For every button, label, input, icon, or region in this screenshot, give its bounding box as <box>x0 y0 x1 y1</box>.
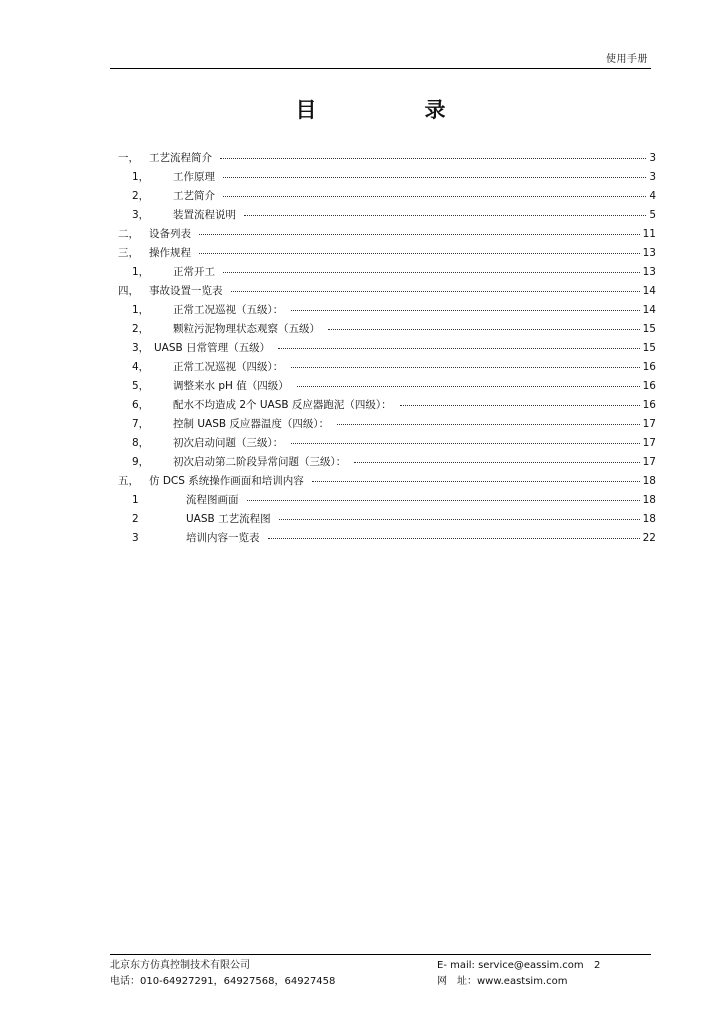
toc-entry-number: 2， <box>132 323 150 335</box>
toc-entry-number: 8， <box>132 437 150 449</box>
toc-entry-number: 3， <box>132 209 150 221</box>
toc-leader <box>354 461 639 463</box>
page-title <box>0 94 723 124</box>
footer-phone: 电话：010-64927291，64927568，64927458 <box>110 976 336 987</box>
toc-entry-title: 正常工况巡视（四级）： <box>173 361 284 373</box>
toc-entry-title: 工作原理 <box>173 171 215 183</box>
toc-entry-page: 14 <box>642 304 656 316</box>
toc-entry-page: 17 <box>642 456 656 468</box>
toc-entry-number: 二， <box>118 228 139 240</box>
toc-leader <box>278 347 640 349</box>
toc-entry[interactable] <box>118 492 656 511</box>
toc-entry-page: 15 <box>642 323 656 335</box>
toc-leader <box>291 366 639 368</box>
toc-entry-number: 4， <box>132 361 150 373</box>
toc-entry-page: 18 <box>642 494 656 506</box>
toc-entry-number: 3 <box>132 532 139 544</box>
toc-entry-number: 7， <box>132 418 150 430</box>
toc-entry-page: 18 <box>642 513 656 525</box>
header-label: 使用手册 <box>606 54 648 65</box>
toc-entry-title: 事故设置一览表 <box>149 285 223 297</box>
toc-leader <box>199 252 640 254</box>
title-char-right: 录 <box>424 98 446 122</box>
footer-email[interactable]: E- mail: service@eassim.com <box>437 960 584 971</box>
toc-leader <box>220 157 646 159</box>
toc-entry-title: 初次启动第二阶段异常问题（三级）： <box>173 456 347 468</box>
toc-entry[interactable] <box>118 245 656 264</box>
toc-leader <box>291 442 639 444</box>
toc-entry-page: 3 <box>649 152 656 164</box>
toc-entry[interactable] <box>118 416 656 435</box>
footer-contact <box>110 958 335 990</box>
toc-entry[interactable] <box>118 378 656 397</box>
toc-entry[interactable] <box>118 473 656 492</box>
toc-leader <box>400 404 640 406</box>
toc-entry-page: 14 <box>642 285 656 297</box>
toc-entry-page: 16 <box>642 361 656 373</box>
toc-entry[interactable] <box>118 359 656 378</box>
toc-leader <box>231 290 640 292</box>
toc-entry-number: 2 <box>132 513 139 525</box>
toc-leader <box>223 271 640 273</box>
toc-leader <box>312 480 640 482</box>
toc-entry-number: 1， <box>132 171 150 183</box>
toc-entry[interactable] <box>118 169 656 188</box>
toc-entry-number: 一， <box>118 152 139 164</box>
toc-entry-page: 16 <box>642 399 656 411</box>
footer-company: 北京东方仿真控制技术有限公司 <box>110 960 250 971</box>
toc-entry-page: 15 <box>642 342 656 354</box>
toc-leader <box>199 233 640 235</box>
toc-entry-page: 11 <box>642 228 656 240</box>
toc-entry-number: 6， <box>132 399 150 411</box>
toc-leader <box>223 176 646 178</box>
toc-leader <box>244 214 646 216</box>
toc-entry[interactable] <box>118 188 656 207</box>
toc-entry-page: 16 <box>642 380 656 392</box>
toc-entry-number: 2， <box>132 190 150 202</box>
toc-entry-title: 配水不均造成 2个 UASB 反应器跑泥（四级）： <box>173 399 392 411</box>
footer-web <box>437 958 584 990</box>
toc-entry-number: 1， <box>132 304 150 316</box>
footer-website[interactable]: 网 址：www.eastsim.com <box>437 976 568 987</box>
toc-leader <box>279 518 640 520</box>
toc-entry[interactable] <box>118 511 656 530</box>
toc-entry[interactable] <box>118 302 656 321</box>
toc-entry-number: 5， <box>132 380 150 392</box>
toc-entry-page: 3 <box>649 171 656 183</box>
page-number: 2 <box>594 960 601 971</box>
toc-entry-title: 颗粒污泥物理状态观察（五级） <box>173 323 320 335</box>
toc-entry-number: 9， <box>132 456 150 468</box>
toc-entry-title: 装置流程说明 <box>173 209 236 221</box>
toc-entry-page: 4 <box>649 190 656 202</box>
toc-entry[interactable] <box>118 207 656 226</box>
toc-entry-page: 18 <box>642 475 656 487</box>
toc-entry-number: 三， <box>118 247 139 259</box>
toc-entry-page: 5 <box>649 209 656 221</box>
title-char-left: 目 <box>295 98 317 122</box>
toc-entry[interactable] <box>118 397 656 416</box>
table-of-contents <box>118 150 656 549</box>
toc-leader <box>337 423 639 425</box>
toc-entry-title: 操作规程 <box>149 247 191 259</box>
toc-entry[interactable] <box>118 283 656 302</box>
toc-leader <box>223 195 646 197</box>
toc-entry-page: 17 <box>642 437 656 449</box>
toc-entry-page: 13 <box>642 247 656 259</box>
toc-entry[interactable] <box>118 340 656 359</box>
toc-entry[interactable] <box>118 226 656 245</box>
toc-leader <box>297 385 640 387</box>
toc-entry-title: 流程图画面 <box>186 494 239 506</box>
toc-entry-number: 四， <box>118 285 139 297</box>
toc-entry-title: UASB 工艺流程图 <box>186 513 271 525</box>
toc-entry-page: 13 <box>642 266 656 278</box>
toc-entry[interactable] <box>118 321 656 340</box>
toc-entry-title: 培训内容一览表 <box>186 532 260 544</box>
toc-entry[interactable] <box>118 530 656 549</box>
toc-entry-title: 调整来水 pH 值（四级） <box>173 380 289 392</box>
toc-entry[interactable] <box>118 435 656 454</box>
toc-entry-number: 1 <box>132 494 139 506</box>
footer-rule <box>110 954 651 955</box>
toc-entry-title: 工艺简介 <box>173 190 215 202</box>
toc-entry[interactable] <box>118 454 656 473</box>
toc-entry-title: 正常工况巡视（五级）： <box>173 304 284 316</box>
toc-entry-title: 仿 DCS 系统操作画面和培训内容 <box>149 475 304 487</box>
toc-leader <box>268 537 640 539</box>
toc-entry[interactable] <box>118 150 656 169</box>
toc-entry-page: 22 <box>642 532 656 544</box>
toc-entry-title: UASB 日常管理（五级） <box>154 342 271 354</box>
toc-entry-number: 1， <box>132 266 150 278</box>
toc-entry-title: 控制 UASB 反应器温度（四级）： <box>173 418 330 430</box>
toc-leader <box>247 499 640 501</box>
toc-leader <box>291 309 639 311</box>
toc-entry-title: 工艺流程简介 <box>149 152 212 164</box>
toc-entry-number: 3， <box>132 342 150 354</box>
toc-entry-title: 正常开工 <box>173 266 215 278</box>
toc-entry-title: 初次启动问题（三级）： <box>173 437 284 449</box>
header-rule <box>110 68 651 69</box>
toc-entry-page: 17 <box>642 418 656 430</box>
toc-entry-number: 五， <box>118 475 139 487</box>
toc-leader <box>328 328 640 330</box>
toc-entry-title: 设备列表 <box>149 228 191 240</box>
toc-entry[interactable] <box>118 264 656 283</box>
